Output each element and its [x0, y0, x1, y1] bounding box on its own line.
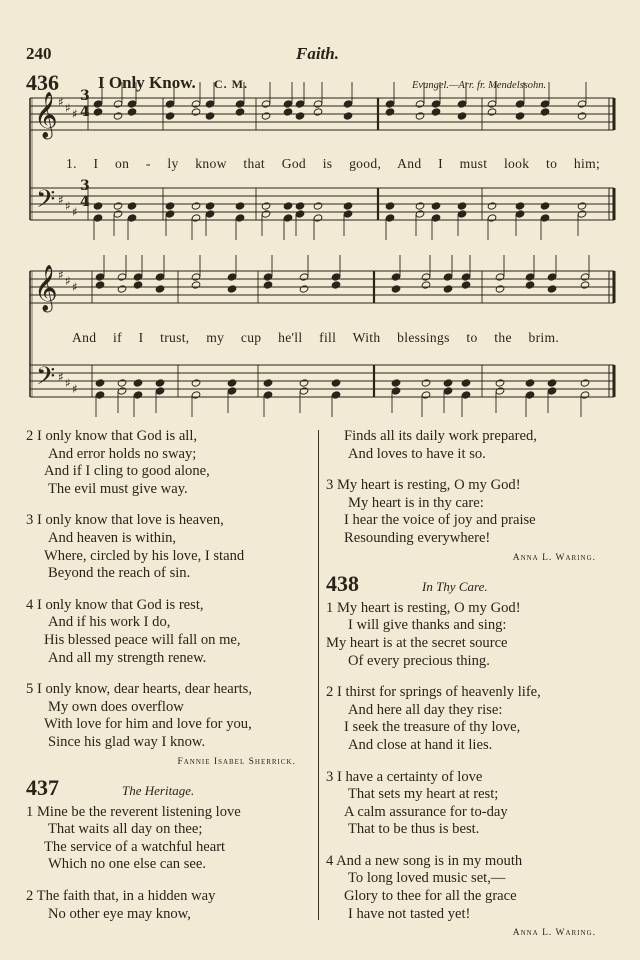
verse-line: My own does overflow: [48, 698, 184, 715]
svg-text:𝄢: 𝄢: [36, 362, 56, 397]
author-credit-436: Fannie Isabel Sherrick.: [177, 756, 296, 767]
verse-line: To long loved music set,—: [348, 870, 506, 887]
verse-line: Finds all its daily work prepared,: [344, 428, 537, 444]
hymn-number-437: 437: [26, 775, 59, 801]
author-credit-438: Anna L. Waring.: [512, 928, 596, 939]
verse-line: And loves to have it so.: [348, 445, 486, 462]
verse-line: I have not tasted yet!: [348, 905, 471, 922]
verse-line: Which no one else can see.: [48, 856, 207, 873]
verse-line: I will give thanks and sing:: [348, 617, 507, 634]
hymn-number-436: 436: [26, 70, 59, 95]
hymn-number-438: 438: [326, 571, 359, 597]
column-divider: [318, 430, 319, 920]
svg-text:♯: ♯: [72, 382, 78, 396]
stanza: [26, 597, 316, 667]
verse-line: No other eye may know,: [48, 905, 191, 922]
svg-text:♯: ♯: [65, 199, 71, 213]
verse-line: With love for him and love for you,: [44, 716, 252, 733]
verse-line: The evil must give way.: [48, 480, 188, 497]
verse-line: 3 I only know that love is heaven,: [26, 512, 224, 529]
stanza: [26, 428, 316, 498]
verse-line: That waits all day on thee;: [48, 821, 203, 838]
verse-line: Where, circled by his love, I stand: [44, 547, 245, 564]
verse-line: My heart is at the secret source: [326, 634, 508, 651]
hymn-title-436: I Only Know.: [98, 73, 196, 92]
verse-line: 3 I have a certainty of love: [326, 768, 483, 785]
page-number: 240: [26, 44, 52, 63]
verse-line: 2 The faith that, in a hidden way: [26, 888, 216, 905]
verse-line: And all my strength renew.: [48, 649, 207, 666]
hymn-header-437: [26, 775, 316, 801]
music-score: [0, 0, 640, 420]
lyric-line-2: And if I trust, my cup he'll fill With blessings to the brim.: [72, 330, 560, 345]
stanza: [326, 428, 616, 463]
svg-text:𝄢: 𝄢: [36, 185, 56, 220]
verse-line: 1 My heart is resting, O my God!: [326, 599, 521, 616]
verse-line: And error holds no sway;: [48, 445, 197, 462]
svg-text:♯: ♯: [58, 268, 64, 282]
verse-line: And if his work I do,: [48, 614, 171, 631]
verse-line: A calm assurance for to-day: [344, 803, 508, 820]
stanza: [326, 684, 616, 754]
verse-line: I hear the voice of joy and praise: [344, 512, 536, 529]
stanza: [26, 512, 316, 582]
svg-text:♯: ♯: [72, 107, 78, 121]
verse-line: The service of a watchful heart: [44, 838, 226, 855]
stanza: [26, 681, 316, 751]
verse-line: I seek the treasure of thy love,: [344, 719, 521, 736]
verse-line: 5 I only know, dear hearts, dear hearts,: [26, 681, 252, 698]
verse-line: 2 I thirst for springs of heavenly life,: [326, 684, 541, 701]
verse-line: Glory to thee for all the grace: [344, 888, 517, 905]
svg-text:♯: ♯: [58, 95, 64, 109]
svg-text:♯: ♯: [65, 274, 71, 288]
verse-line: His blessed peace will fall on me,: [44, 631, 241, 648]
svg-text:♯: ♯: [58, 193, 64, 207]
verse-line: 4 And a new song is in my mouth: [326, 852, 523, 869]
svg-text:♯: ♯: [65, 101, 71, 115]
stanza: [26, 804, 316, 874]
author-credit-437: Anna L. Waring.: [512, 552, 596, 563]
verse-line: 2 I only know that God is all,: [26, 428, 198, 444]
svg-text:♯: ♯: [72, 205, 78, 219]
svg-text:4: 4: [80, 104, 90, 120]
hymn-meter-436: C. M.: [214, 77, 248, 91]
verse-line: Of every precious thing.: [348, 652, 490, 669]
right-column: [326, 428, 616, 951]
verse-line: That to be thus is best.: [348, 821, 480, 838]
stanza: [326, 477, 616, 547]
verse-line: That sets my heart at rest;: [348, 786, 499, 803]
stanza: [326, 769, 616, 839]
verse-line: Since his glad way I know.: [48, 733, 206, 750]
lyric-line-1: 1. I on - ly know that God is good, And I must look to him;: [66, 156, 601, 171]
verse-line: And if I cling to good alone,: [44, 463, 210, 480]
verse-line: And close at hand it lies.: [348, 736, 493, 753]
verse-line: 3 My heart is resting, O my God!: [326, 477, 521, 494]
svg-text:4: 4: [80, 194, 90, 210]
verse-line: My heart is in thy care:: [348, 494, 484, 511]
hymn-title-438: In Thy Care.: [422, 579, 488, 595]
stanza: [326, 600, 616, 670]
svg-text:♯: ♯: [72, 280, 78, 294]
tune-credit-436: Evangel.—Arr. fr. Mendelssohn.: [412, 80, 547, 91]
stanza: [26, 888, 316, 923]
verse-line: Beyond the reach of sin.: [48, 565, 191, 582]
stanza: [326, 853, 616, 923]
verse-line: 1 Mine be the reverent listening love: [26, 803, 241, 820]
svg-text:♯: ♯: [65, 376, 71, 390]
svg-text:𝄞: 𝄞: [34, 92, 58, 138]
running-head: Faith.: [296, 44, 339, 63]
hymn-title-437: The Heritage.: [122, 783, 195, 799]
verse-line: And heaven is within,: [48, 529, 177, 546]
verse-line: Resounding everywhere!: [344, 529, 491, 546]
hymn-header-438: [326, 571, 616, 597]
verse-line: And here all day they rise:: [348, 701, 503, 718]
verse-line: 4 I only know that God is rest,: [26, 596, 204, 613]
left-column: [26, 428, 316, 937]
svg-text:3: 3: [80, 178, 90, 194]
svg-text:𝄞: 𝄞: [34, 265, 58, 311]
svg-text:3: 3: [80, 88, 90, 104]
svg-text:♯: ♯: [58, 370, 64, 384]
